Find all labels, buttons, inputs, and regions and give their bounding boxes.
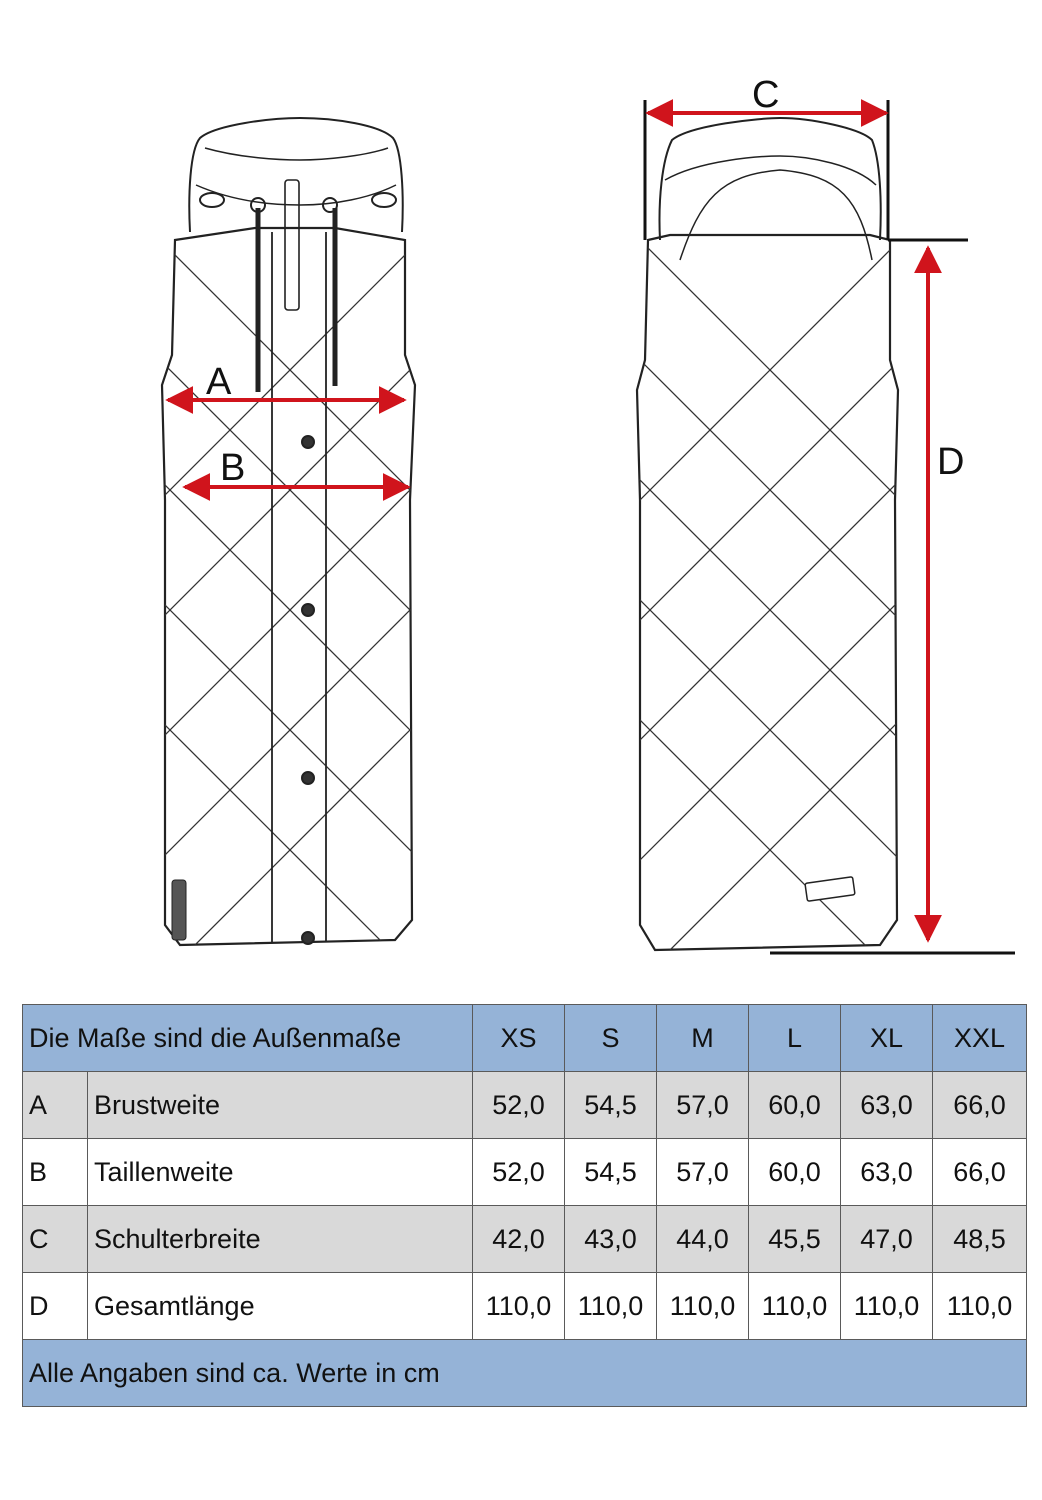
row-value: 54,5 (565, 1072, 657, 1139)
vest-back-view (160, 118, 1042, 960)
vest-front-view (0, 118, 900, 960)
row-value: 48,5 (933, 1206, 1027, 1273)
row-value: 63,0 (841, 1139, 933, 1206)
row-value: 47,0 (841, 1206, 933, 1273)
row-value: 45,5 (749, 1206, 841, 1273)
row-value: 66,0 (933, 1139, 1027, 1206)
row-value: 52,0 (473, 1072, 565, 1139)
row-value: 110,0 (473, 1273, 565, 1340)
row-value: 110,0 (841, 1273, 933, 1340)
row-value: 52,0 (473, 1139, 565, 1206)
row-value: 60,0 (749, 1072, 841, 1139)
table-row (23, 1072, 1027, 1139)
row-name: Gesamtlänge (88, 1273, 473, 1340)
row-name: Taillenweite (88, 1139, 473, 1206)
row-value: 110,0 (657, 1273, 749, 1340)
row-value: 57,0 (657, 1139, 749, 1206)
row-name: Schulterbreite (88, 1206, 473, 1273)
measure-c-label: C (752, 74, 780, 116)
table-footer-row (23, 1340, 1027, 1407)
row-value: 57,0 (657, 1072, 749, 1139)
row-name: Brustweite (88, 1072, 473, 1139)
row-value: 110,0 (933, 1273, 1027, 1340)
size-chart-table (22, 1004, 1027, 1407)
header-label: Die Maße sind die Außenmaße (23, 1005, 473, 1072)
table-row (23, 1273, 1027, 1340)
row-letter: A (23, 1072, 88, 1139)
row-value: 66,0 (933, 1072, 1027, 1139)
size-header-xs: XS (473, 1005, 565, 1072)
footer-note: Alle Angaben sind ca. Werte in cm (23, 1340, 1027, 1407)
size-header-s: S (565, 1005, 657, 1072)
row-value: 44,0 (657, 1206, 749, 1273)
row-letter: D (23, 1273, 88, 1340)
row-value: 43,0 (565, 1206, 657, 1273)
measurement-markers (168, 74, 1015, 953)
row-value: 42,0 (473, 1206, 565, 1273)
row-value: 60,0 (749, 1139, 841, 1206)
measure-b-label: B (220, 447, 246, 489)
row-value: 110,0 (565, 1273, 657, 1340)
row-letter: B (23, 1139, 88, 1206)
table-header-row (23, 1005, 1027, 1072)
size-header-xl: XL (841, 1005, 933, 1072)
table-row (23, 1206, 1027, 1273)
row-value: 63,0 (841, 1072, 933, 1139)
row-value: 54,5 (565, 1139, 657, 1206)
size-header-xxl: XXL (933, 1005, 1027, 1072)
row-value: 110,0 (749, 1273, 841, 1340)
measure-d-label: D (937, 441, 965, 483)
row-letter: C (23, 1206, 88, 1273)
size-header-l: L (749, 1005, 841, 1072)
size-header-m: M (657, 1005, 749, 1072)
table-row (23, 1139, 1027, 1206)
measure-a-label: A (206, 361, 232, 403)
